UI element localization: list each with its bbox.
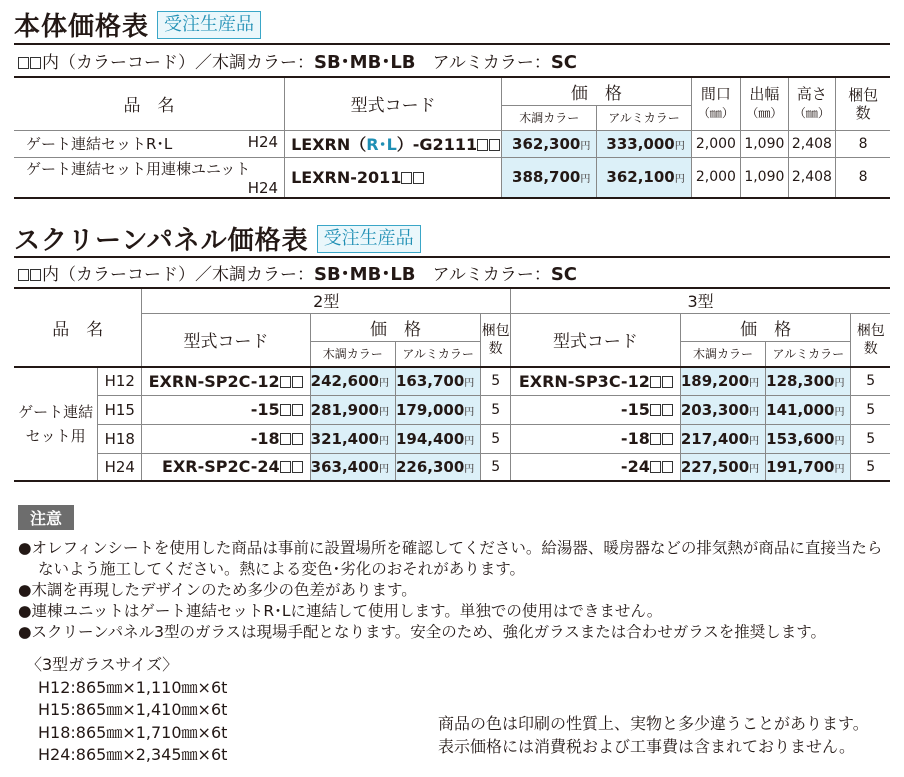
color-box-icon bbox=[477, 139, 488, 151]
section1-table bbox=[14, 76, 890, 199]
color-box-icon bbox=[18, 269, 29, 281]
color-box-icon bbox=[489, 139, 500, 151]
header-type3: 3型 bbox=[511, 288, 890, 313]
header-code: 型式コード bbox=[285, 77, 502, 130]
glass-sizes bbox=[26, 654, 228, 767]
group-label: ゲート連結 セット用 bbox=[14, 367, 98, 481]
color-box-icon bbox=[401, 172, 412, 184]
header-pack2: 梱包 数 bbox=[481, 313, 511, 367]
header-pack: 梱包 数 bbox=[836, 77, 890, 130]
note-item: ●連棟ユニットはゲート連結セットR･Lに連結して使用します。単独での使用はできません。 bbox=[18, 602, 663, 620]
header-code2: 型式コード bbox=[142, 313, 310, 367]
section2-badge: 受注生産品 bbox=[317, 225, 421, 253]
table-row: ゲート連結セット用連棟ユニット H24 LEXRN-2011 388,700円 362,100円 2,000 1,090 2,408 8 bbox=[14, 157, 890, 198]
section1-badge: 受注生産品 bbox=[157, 11, 261, 39]
section1-title: 本体価格表 bbox=[14, 12, 150, 42]
header-price2: 価 格 bbox=[310, 313, 481, 341]
section2-rule bbox=[14, 256, 890, 258]
section1-color-line: 内（カラーコード）／木調カラー：SB･MB･LB アルミカラー：SC bbox=[18, 48, 577, 74]
header-price: 価 格 bbox=[502, 77, 692, 105]
header-type2: 2型 bbox=[142, 288, 511, 313]
table-row: H15 -15 281,900円 179,000円 5 -15 203,300円 141,000円 5 bbox=[14, 395, 890, 424]
header-code3: 型式コード bbox=[511, 313, 681, 367]
color-box-icon bbox=[30, 269, 41, 281]
section2-color-line: 内（カラーコード）／木調カラー：SB･MB･LB アルミカラー：SC bbox=[18, 260, 577, 286]
glass-size: H24:865㎜×2,345㎜×6t bbox=[38, 745, 228, 764]
product-code: LEXRN-2011 bbox=[285, 157, 502, 198]
glass-size: H18:865㎜×1,710㎜×6t bbox=[38, 722, 228, 742]
header-wood: 木調カラー bbox=[502, 105, 597, 130]
header-depth: 出幅 （㎜） bbox=[741, 77, 789, 130]
section2-title-row bbox=[14, 220, 421, 257]
notes-list bbox=[18, 538, 888, 643]
notes-heading: 注意 bbox=[18, 505, 74, 530]
header-price3: 価 格 bbox=[680, 313, 851, 341]
section2-table: 品 名 2型 3型 型式コード 価 格 梱包 数 型式コード 価 格 梱包 数 木調カラー アルミカラー 木調カラー アルミカラー ゲート連結 セット用 H12 EXRN-SP2C-12 242,600円 163,700円 5 EXRN-SP3C-12 189,200円 128,300円 5 H15 -15 281,900円 179,000円 5 -15 203,300円 141,000円 5 H18 -18 321,400円 194,400円 5 -18 217,400円 153,600円 5 H24 EXR-SP2C-24 363,400円 226,300円 5 -24 227,500円 191,700円 5 bbox=[14, 287, 890, 482]
section2-title: スクリーンパネル価格表 bbox=[14, 226, 309, 256]
color-box-icon bbox=[413, 172, 424, 184]
color-box-icon bbox=[18, 57, 29, 69]
header-height: 高さ （㎜） bbox=[788, 77, 836, 130]
glass-size: H12:865㎜×1,110㎜×6t bbox=[38, 677, 228, 697]
note-item: ●オレフィンシートを使用した商品は事前に設置場所を確認してください。給湯器、暖房器などの排気熱が商品に直接当たらないよう施工してください。熱による変色･劣化のおそれがあります。 bbox=[18, 539, 883, 578]
glass-size: H15:865㎜×1,410㎜×6t bbox=[38, 700, 228, 719]
header-pack3: 梱包 数 bbox=[851, 313, 890, 367]
header-width: 間口 （㎜） bbox=[691, 77, 740, 130]
header-name: 品 名 bbox=[14, 77, 285, 130]
header-alu: アルミカラー bbox=[597, 105, 691, 130]
header-name: 品 名 bbox=[14, 288, 142, 367]
note-item: ●木調を再現したデザインのため多少の色差があります。 bbox=[18, 581, 417, 599]
section1-title-row bbox=[14, 6, 261, 43]
table-row: ゲート連結 セット用 H12 EXRN-SP2C-12 242,600円 163,700円 5 EXRN-SP3C-12 189,200円 128,300円 5 bbox=[14, 367, 890, 395]
section1-rule bbox=[14, 43, 890, 45]
disclaimer: 商品の色は印刷の性質上、実物と多少違うことがあります。 表示価格には消費税および工事費は含まれておりません。 bbox=[438, 714, 869, 756]
table-row: ゲート連結セットR･L H24 LEXRN（R･L）-G2111 362,300円 333,000円 2,000 1,090 2,408 8 bbox=[14, 130, 890, 157]
color-box-icon bbox=[30, 57, 41, 69]
product-code: LEXRN（R･L）-G2111 bbox=[285, 130, 502, 157]
glass-title: 〈3型ガラスサイズ〉 bbox=[26, 655, 179, 674]
table-row: H24 EXR-SP2C-24 363,400円 226,300円 5 -24 227,500円 191,700円 5 bbox=[14, 453, 890, 481]
table-row: H18 -18 321,400円 194,400円 5 -18 217,400円 153,600円 5 bbox=[14, 424, 890, 453]
note-item: ●スクリーンパネル3型のガラスは現場手配となります。安全のため、強化ガラスまたは合わせガラスを推奨します。 bbox=[18, 623, 827, 641]
